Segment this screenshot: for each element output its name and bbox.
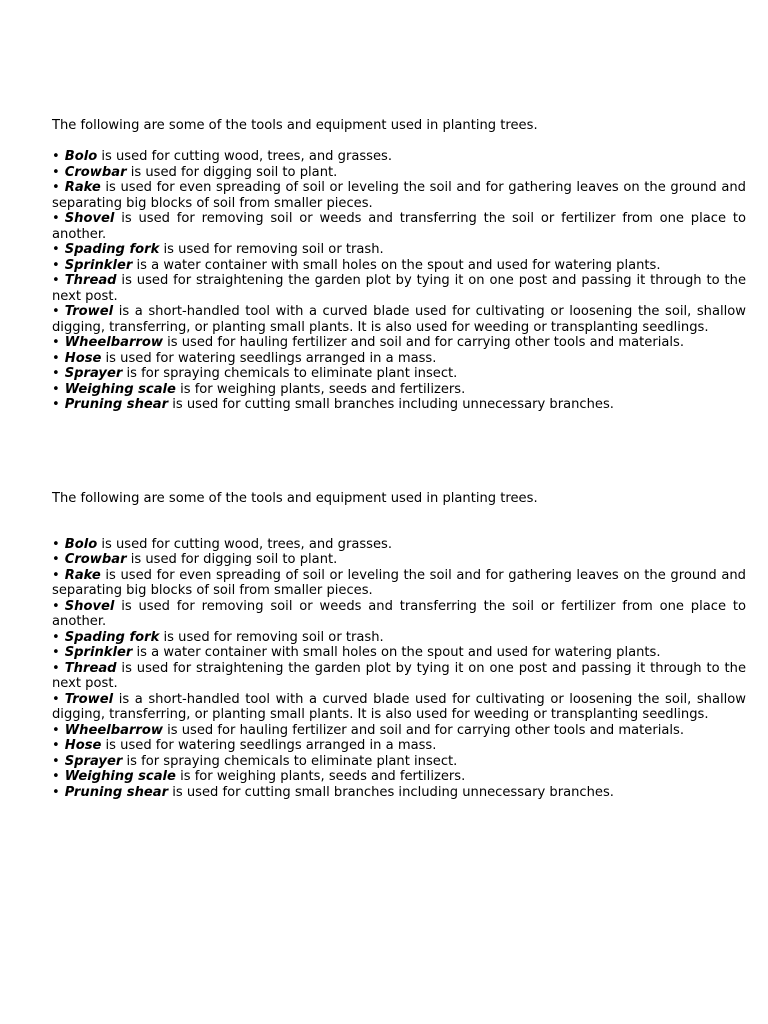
- bullet-icon: •: [52, 629, 60, 645]
- list-item: [52, 599, 746, 630]
- list-item: [52, 537, 746, 553]
- tools-section-2: [52, 491, 746, 800]
- tool-term: Wheelbarrow: [64, 335, 163, 350]
- tool-description: is used for cutting wood, trees, and grasses.: [97, 536, 393, 552]
- list-item: [52, 273, 746, 304]
- tool-term: Pruning shear: [64, 397, 169, 412]
- tool-term: Weighing scale: [64, 381, 176, 397]
- tool-description: is used for cutting wood, trees, and grasses.: [97, 149, 393, 164]
- bullet-icon: •: [52, 273, 60, 288]
- tool-term: Spading fork: [64, 629, 160, 645]
- tool-description: is used for straightening the garden plot by tying it on one post and passing it through to the next post.: [52, 660, 746, 691]
- bullet-icon: •: [52, 397, 60, 412]
- tool-description: is used for digging soil to plant.: [126, 552, 338, 567]
- bullet-icon: •: [52, 211, 60, 226]
- bullet-icon: •: [52, 722, 60, 738]
- tool-term: Rake: [64, 180, 101, 195]
- bullet-icon: •: [52, 738, 60, 753]
- tool-term: Sprayer: [64, 753, 123, 769]
- tool-description: is used for cutting small branches including unnecessary branches.: [168, 397, 614, 412]
- list-item: [52, 258, 746, 274]
- tool-description: is used for removing soil or weeds and transferring the soil or fertilizer from one place to another.: [52, 598, 746, 629]
- list-item: [52, 165, 746, 181]
- bullet-icon: •: [52, 660, 60, 676]
- tool-term: Wheelbarrow: [64, 722, 163, 738]
- tool-term: Hose: [64, 738, 102, 753]
- tool-description: is for spraying chemicals to eliminate plant insect.: [122, 753, 458, 769]
- tool-term: Weighing scale: [64, 769, 176, 784]
- tool-term: Spading fork: [64, 242, 160, 257]
- list-item: [52, 645, 746, 661]
- tool-term: Thread: [64, 660, 117, 676]
- tool-description: is used for removing soil or trash.: [159, 242, 384, 257]
- bullet-icon: •: [52, 536, 60, 552]
- list-item: [52, 382, 746, 398]
- list-item: [52, 692, 746, 723]
- tool-term: Sprinkler: [64, 257, 133, 273]
- bullet-icon: •: [52, 645, 60, 660]
- bullet-icon: •: [52, 149, 60, 164]
- bullet-icon: •: [52, 366, 60, 381]
- tools-list: [52, 537, 746, 801]
- tool-description: is used for removing soil or weeds and transferring the soil or fertilizer from one place to another.: [52, 211, 746, 242]
- tools-section-1: [52, 118, 746, 413]
- list-item: [52, 242, 746, 258]
- bullet-icon: •: [52, 769, 60, 784]
- bullet-icon: •: [52, 552, 60, 567]
- tool-description: is a water container with small holes on the spout and used for watering plants.: [132, 645, 661, 660]
- bullet-icon: •: [52, 242, 60, 257]
- section-intro: The following are some of the tools and equipment used in planting trees.: [52, 491, 538, 506]
- bullet-icon: •: [52, 784, 60, 800]
- bullet-icon: •: [52, 350, 60, 366]
- list-item: [52, 211, 746, 242]
- tool-term: Sprinkler: [64, 645, 133, 660]
- tool-description: is a water container with small holes on the spout and used for watering plants.: [132, 257, 661, 273]
- list-item: [52, 568, 746, 599]
- list-item: [52, 661, 746, 692]
- tool-description: is used for watering seedlings arranged in a mass.: [101, 350, 437, 366]
- tools-list: [52, 149, 746, 413]
- bullet-icon: •: [52, 753, 60, 769]
- tool-term: Pruning shear: [64, 784, 169, 800]
- tool-description: is used for hauling fertilizer and soil and for carrying other tools and materials.: [162, 722, 685, 738]
- bullet-icon: •: [52, 164, 60, 180]
- list-item: [52, 366, 746, 382]
- list-item: [52, 397, 746, 413]
- list-item: [52, 738, 746, 754]
- list-item: [52, 785, 746, 801]
- tool-description: is used for even spreading of soil or leveling the soil and for gathering leaves on the ground and separating big blocks of soil from smaller pieces.: [52, 567, 746, 598]
- tool-description: is for weighing plants, seeds and fertilizers.: [175, 769, 466, 784]
- tool-description: is a short-handled tool with a curved blade used for cultivating or loosening the soil, shallow digging, transferring, or planting small plants. It is also used for weeding or transplanting seedlings.: [52, 304, 746, 335]
- list-item: [52, 149, 746, 165]
- bullet-icon: •: [52, 180, 60, 195]
- bullet-icon: •: [52, 257, 60, 273]
- bullet-icon: •: [52, 381, 60, 397]
- tool-term: Bolo: [64, 149, 98, 164]
- tool-description: is used for digging soil to plant.: [126, 164, 338, 180]
- bullet-icon: •: [52, 335, 60, 350]
- list-item: [52, 335, 746, 351]
- tool-description: is used for removing soil or trash.: [159, 629, 384, 645]
- tool-term: Trowel: [64, 304, 114, 319]
- tool-term: Shovel: [64, 598, 115, 614]
- tool-term: Shovel: [64, 211, 115, 226]
- section-intro: The following are some of the tools and equipment used in planting trees.: [52, 118, 538, 133]
- bullet-icon: •: [52, 691, 60, 707]
- tool-term: Rake: [64, 567, 101, 583]
- list-item: [52, 723, 746, 739]
- bullet-icon: •: [52, 304, 60, 319]
- tool-term: Crowbar: [64, 552, 127, 567]
- list-item: [52, 630, 746, 646]
- list-item: [52, 754, 746, 770]
- tool-term: Thread: [64, 273, 117, 288]
- tool-term: Sprayer: [64, 366, 123, 381]
- list-item: [52, 351, 746, 367]
- tool-description: is for weighing plants, seeds and fertilizers.: [175, 381, 466, 397]
- tool-description: is used for even spreading of soil or leveling the soil and for gathering leaves on the ground and separating big blocks of soil from smaller pieces.: [52, 180, 746, 211]
- bullet-icon: •: [52, 598, 60, 614]
- tool-term: Bolo: [64, 536, 98, 552]
- tool-description: is used for hauling fertilizer and soil and for carrying other tools and materials.: [162, 335, 685, 350]
- tool-term: Hose: [64, 350, 102, 366]
- tool-description: is used for cutting small branches including unnecessary branches.: [168, 784, 614, 800]
- tool-description: is for spraying chemicals to eliminate plant insect.: [122, 366, 458, 381]
- tool-description: is used for watering seedlings arranged in a mass.: [101, 738, 437, 753]
- bullet-icon: •: [52, 567, 60, 583]
- list-item: [52, 304, 746, 335]
- tool-description: is used for straightening the garden plot by tying it on one post and passing it through to the next post.: [52, 273, 746, 304]
- list-item: [52, 552, 746, 568]
- tool-term: Crowbar: [64, 164, 127, 180]
- tool-description: is a short-handled tool with a curved blade used for cultivating or loosening the soil, shallow digging, transferring, or planting small plants. It is also used for weeding or transplanting seedlings.: [52, 691, 746, 722]
- list-item: [52, 769, 746, 785]
- list-item: [52, 180, 746, 211]
- tool-term: Trowel: [64, 691, 114, 707]
